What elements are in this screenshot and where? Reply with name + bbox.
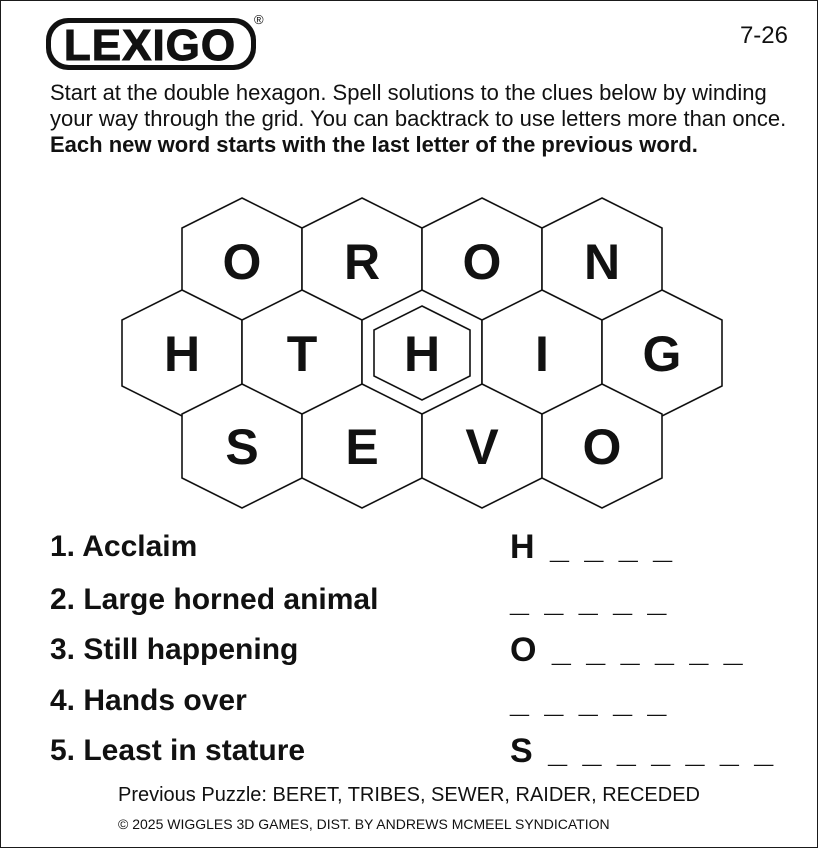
clue-1-label: 1. Acclaim <box>50 530 198 563</box>
instructions-bold-text: Each new word starts with the last letter of the previous word. <box>50 132 698 157</box>
hex-letter: O <box>222 234 262 290</box>
copyright-notice: © 2025 WIGGLES 3D GAMES, DIST. BY ANDREWS MCMEEL SYNDICATION <box>118 816 610 832</box>
hex-letter: N <box>583 234 621 290</box>
previous-puzzle-answers: Previous Puzzle: BERET, TRIBES, SEWER, RAIDER, RECEDED <box>117 784 700 806</box>
clue-4-answer[interactable]: _ _ _ _ _ <box>510 682 670 720</box>
hex-letter: T <box>286 326 318 382</box>
hex-letter-start: H <box>403 326 441 382</box>
clue-3-answer[interactable]: O _ _ _ _ _ _ <box>510 631 746 669</box>
hex-letter: O <box>462 234 502 290</box>
clue-1-answer[interactable]: H _ _ _ _ <box>510 528 675 566</box>
clue-2-answer[interactable]: _ _ _ _ _ <box>510 581 670 619</box>
hex-letter: I <box>535 326 549 382</box>
clue-3-label: 3. Still happening <box>50 633 299 666</box>
hex-letter: R <box>343 234 381 290</box>
clue-4-label: 4. Hands over <box>50 684 247 717</box>
hex-letter: S <box>225 419 259 475</box>
trademark-symbol: ® <box>254 12 264 27</box>
logo-text: LEXIGO <box>63 21 237 70</box>
hex-letter: V <box>465 419 499 475</box>
instructions-text: Start at the double hexagon. Spell solutions to the clues below by winding your way through the grid. You can backtrack to use letters more than once. <box>50 80 787 131</box>
clue-2-label: 2. Large horned animal <box>50 583 379 616</box>
hex-letter: O <box>582 419 622 475</box>
lexigo-logo <box>44 14 259 74</box>
puzzle-date: 7-26 <box>739 22 788 49</box>
clue-5-answer[interactable]: S _ _ _ _ _ _ _ <box>510 732 777 770</box>
hex-grid <box>0 190 818 520</box>
hex-letter: G <box>642 326 682 382</box>
clue-5-label: 5. Least in stature <box>50 734 306 767</box>
hex-letter: H <box>163 326 201 382</box>
hex-letter: E <box>345 419 379 475</box>
instructions <box>50 80 790 158</box>
